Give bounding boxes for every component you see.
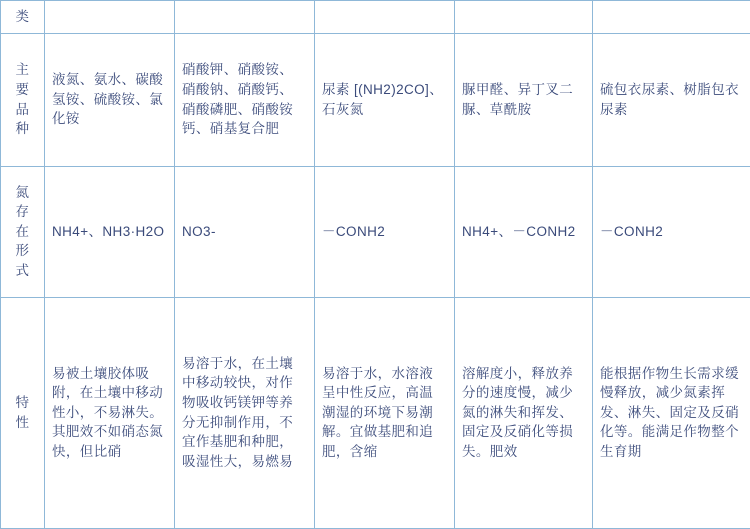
- row-header-nitrogen-form: [1, 166, 45, 297]
- row-header-category: [1, 1, 45, 34]
- cell-varieties-coated: 硫包衣尿素、树脂包衣尿素: [593, 33, 750, 166]
- cell-varieties-nitrate: 硝酸钾、硝酸铵、硝酸钠、硝酸钙、硝酸磷肥、硝酸铵钙、硝基复合肥: [175, 33, 315, 166]
- cell-form-slow-release: NH4+、－CONH2: [455, 166, 593, 297]
- cell-characteristics-coated: 能根据作物生长需求缓慢释放，减少氮素挥发、淋失、固定及反硝化等。能满足作物整个生育期: [593, 297, 750, 528]
- cell-category-3: [315, 1, 455, 34]
- row-header-characteristics: [1, 297, 45, 528]
- row-header-char: 类: [8, 7, 37, 27]
- row-header-char: 存: [8, 202, 37, 222]
- row-header-main-varieties: [1, 33, 45, 166]
- row-header-char: 主: [8, 60, 37, 80]
- cell-varieties-amide: 尿素 [(NH2)2CO]、石灰氮: [315, 33, 455, 166]
- cell-form-coated: －CONH2: [593, 166, 750, 297]
- cell-category-5: [593, 1, 750, 34]
- cell-varieties-ammonium: 液氮、氨水、碳酸氢铵、硫酸铵、氯化铵: [45, 33, 175, 166]
- row-header-char: 特: [8, 393, 37, 413]
- cell-characteristics-slow-release: 溶解度小，释放养分的速度慢，减少氮的淋失和挥发、固定及反硝化等损失。肥效: [455, 297, 593, 528]
- row-header-char: 要: [8, 80, 37, 100]
- row-header-char: 性: [8, 413, 37, 433]
- table-row: [1, 297, 750, 528]
- cell-characteristics-amide: 易溶于水，水溶液呈中性反应，高温潮湿的环境下易潮解。宜做基肥和追肥，含缩: [315, 297, 455, 528]
- cell-form-ammonium: NH4+、NH3·H2O: [45, 166, 175, 297]
- cell-category-1: [45, 1, 175, 34]
- cell-category-4: [455, 1, 593, 34]
- cell-characteristics-nitrate: 易溶于水，在土壤中移动较快，对作物吸收钙镁钾等养分无抑制作用，不宜作基肥和种肥，吸湿性大，易燃易: [175, 297, 315, 528]
- row-header-char: 形: [8, 241, 37, 261]
- row-header-char: 在: [8, 222, 37, 242]
- table-row: [1, 1, 750, 34]
- table-row: [1, 166, 750, 297]
- row-header-char: 种: [8, 119, 37, 139]
- cell-form-nitrate: NO3-: [175, 166, 315, 297]
- row-header-char: 式: [8, 261, 37, 281]
- row-header-char: 氮: [8, 183, 37, 203]
- cell-form-amide: －CONH2: [315, 166, 455, 297]
- cell-characteristics-ammonium: 易被土壤胶体吸附，在土壤中移动性小，不易淋失。其肥效不如硝态氮快，但比硝: [45, 297, 175, 528]
- table-row: [1, 33, 750, 166]
- cell-varieties-slow-release: 脲甲醛、异丁叉二脲、草酰胺: [455, 33, 593, 166]
- row-header-char: 品: [8, 100, 37, 120]
- cell-category-2: [175, 1, 315, 34]
